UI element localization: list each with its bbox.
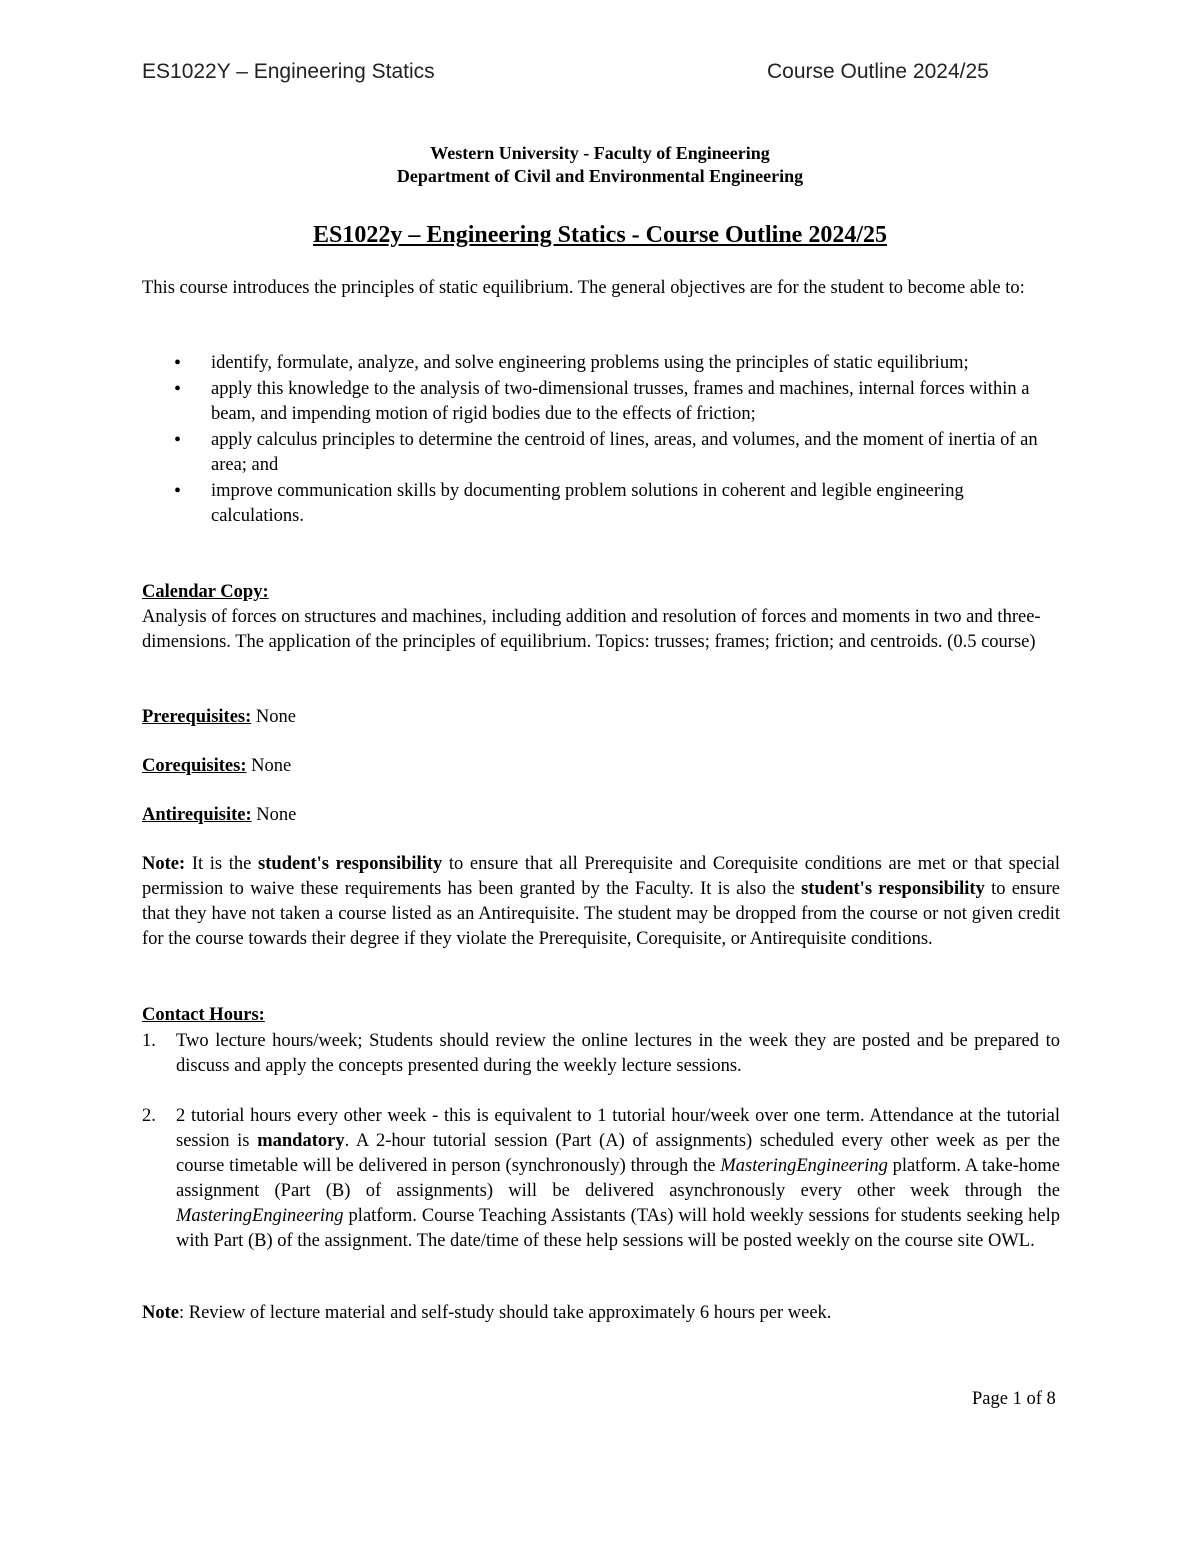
page-title: ES1022y – Engineering Statics - Course Outline 2024/25 <box>312 222 888 248</box>
item-emphasis: mandatory <box>257 1131 345 1151</box>
antirequisite-heading: Antirequisite: <box>142 805 252 825</box>
item-text: platform. Course Teaching Assistants (TAs) will hold weekly sessions for students seeking help with Part (B) of the assignment. The date/time of these help sessions will be posted weekly on the course site OWL. <box>176 1206 1060 1251</box>
list-item <box>142 1029 1060 1079</box>
objectives-list <box>142 351 1060 530</box>
note-text: to ensure that they have not taken a course listed as an Antirequisite. The student may be dropped from the course or not given credit for the course towards their degree if they violate the Prerequisite, Corequisite, or Antirequisite conditions. <box>142 879 1060 949</box>
list-item: • apply this knowledge to the analysis of two-dimensional trusses, frames and machines, internal forces within a beam, and impending motion of rigid bodies due to the effects of friction; <box>142 377 1060 427</box>
university-faculty: Western University - Faculty of Engineering <box>430 143 770 163</box>
department: Department of Civil and Environmental Engineering <box>396 166 804 186</box>
note-text: : Review of lecture material and self-study should take approximately 6 hours per week. <box>178 1303 832 1323</box>
note-text: It is the <box>185 854 259 874</box>
list-item: • improve communication skills by documenting problem solutions in coherent and legible engineering calculations. <box>142 479 1060 529</box>
corequisites-heading: Corequisites: <box>142 756 247 776</box>
page-number: Page 1 of 8 <box>972 1389 1056 1409</box>
institution-block <box>0 142 1200 188</box>
list-item <box>142 1104 1060 1254</box>
calendar-section <box>142 580 1060 655</box>
platform-name: MasteringEngineering <box>720 1156 888 1176</box>
item-text: platform. A take-home assignment (Part (B) of assignments) will be delivered asynchronously every other week through the <box>176 1156 1060 1201</box>
note-label: Note <box>142 1303 179 1323</box>
prerequisites-value: None <box>251 707 296 727</box>
prerequisites-heading: Prerequisites: <box>142 707 252 727</box>
running-header-course: ES1022Y – Engineering Statics <box>142 60 435 83</box>
corequisites-line <box>142 754 1060 779</box>
item-text: Two lecture hours/week; Students should review the online lectures in the week they are posted and be prepared to discuss and apply the concepts presented during the weekly lecture sessions. <box>176 1031 1060 1076</box>
item-text: 2 tutorial hours every other week - this is equivalent to 1 tutorial hour/week over one term. Attendance at the tutorial session is <box>176 1106 1060 1151</box>
list-item: • identify, formulate, analyze, and solve engineering problems using the principles of static equilibrium; <box>142 351 1060 376</box>
item-number: 2. <box>142 1106 156 1126</box>
contact-hours-list <box>142 1029 1060 1254</box>
intro-paragraph: This course introduces the principles of static equilibrium. The general objectives are for the student to become able to: <box>142 278 1025 298</box>
note-emphasis: student's responsibility <box>801 879 985 899</box>
prerequisites-line <box>142 705 1060 730</box>
antirequisite-value: None <box>251 805 297 825</box>
list-item: • apply calculus principles to determine the centroid of lines, areas, and volumes, and the moment of inertia of an area; and <box>142 428 1060 478</box>
responsibility-note <box>142 852 1060 952</box>
contact-hours-section <box>142 1003 1060 1028</box>
running-header-outline: Course Outline 2024/25 <box>767 60 989 83</box>
note-label: Note: <box>142 854 186 874</box>
antirequisite-line <box>142 803 1060 828</box>
note-emphasis: student's responsibility <box>258 854 443 874</box>
item-text: . A 2-hour tutorial session (Part (A) of assignments) scheduled every other week as per the course timetable will be delivered in person (synchronously) through the <box>176 1131 1060 1176</box>
self-study-note <box>142 1301 1060 1326</box>
contact-hours-heading: Contact Hours: <box>142 1005 265 1025</box>
note-text: to ensure that all Prerequisite and Corequisite conditions are met or that special permission to waive these requirements has been granted by the Faculty. It is also the <box>142 854 1060 899</box>
platform-name: MasteringEngineering <box>176 1206 344 1226</box>
item-number: 1. <box>142 1031 156 1051</box>
calendar-heading: Calendar Copy: <box>142 582 269 602</box>
calendar-text: Analysis of forces on structures and machines, including addition and resolution of forces and moments in two and three-dimensions. The application of the principles of equilibrium. Topics: trusses; frames; friction; and centroids. (0.5 course) <box>142 607 1041 652</box>
corequisites-value: None <box>246 756 292 776</box>
